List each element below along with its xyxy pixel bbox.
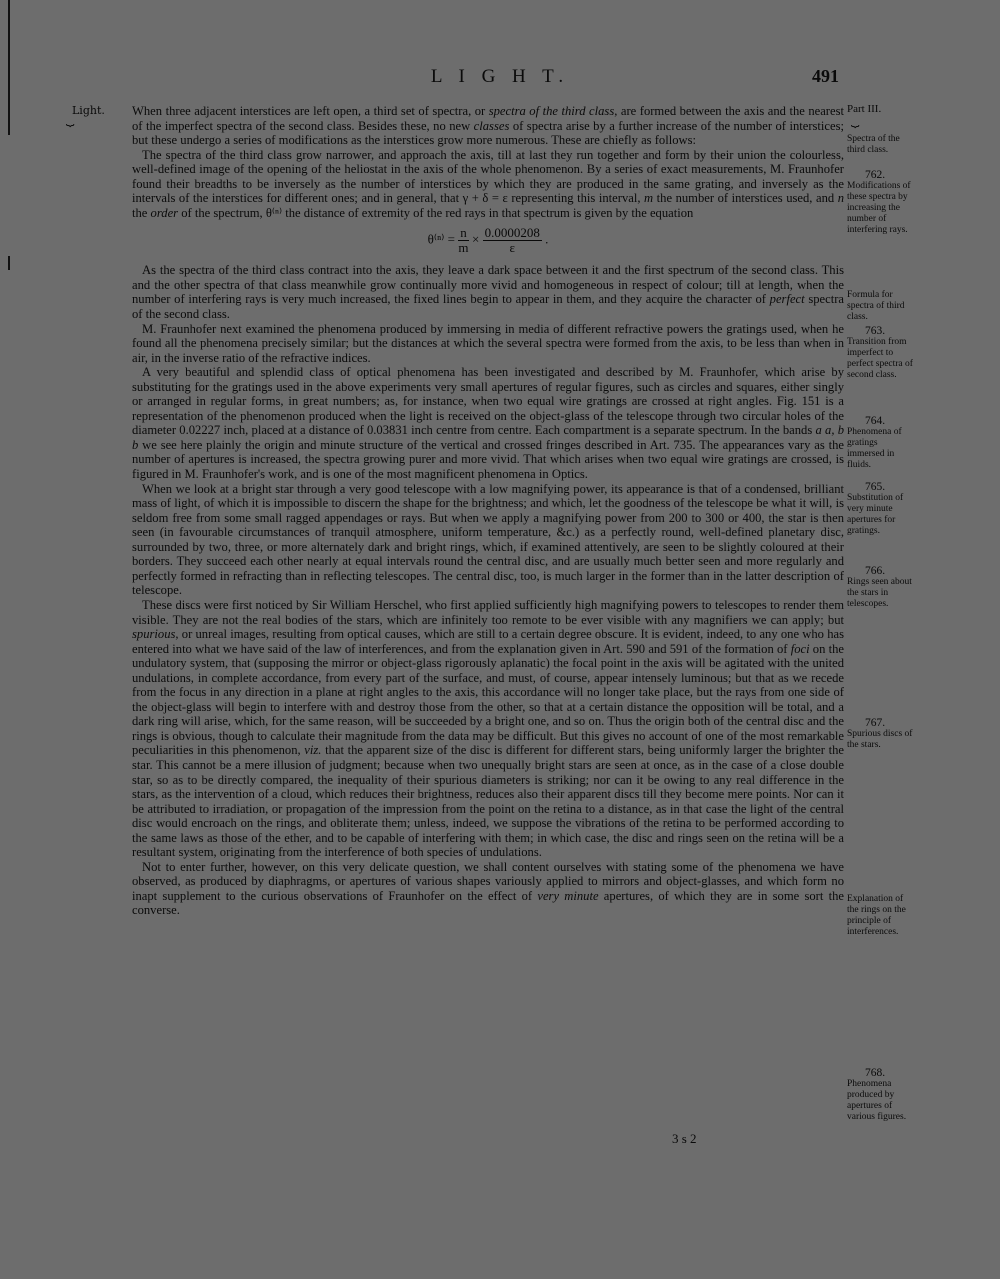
side-note-764: 764. Phenomena of gratings immersed in fluids. bbox=[847, 415, 902, 470]
left-margin-label: Light. bbox=[72, 104, 105, 117]
side-note-767-explanation: Explanation of the rings on the principle of interferences. bbox=[847, 894, 906, 937]
side-note-767: 767. Spurious discs of the stars. bbox=[847, 717, 913, 750]
page-number: 491 bbox=[812, 66, 839, 86]
left-margin bbox=[66, 104, 132, 127]
paragraph-762: The spectra of the third class grow narrower, and approach the axis, till at last they run together and form by their union the colourless, well-defined image of the opening of the heliostat in the axis of the whole phenomenon. By a series of exact measurements, M. Fraunhofer found their breadths to be inversely as the number of interstices by which they are produced in the same grating, and inversely as the intervals of the interstices for different ones; and in general, that γ + δ = ε representing this interval, m the number of interstices used, and n the order of the spectrum, θ⁽ⁿ⁾ the distance of extremity of the red rays in that spectrum is given by the equation bbox=[132, 147, 845, 220]
brace-right-ornament: ⏟ bbox=[851, 113, 860, 128]
paragraph-765: A very beautiful and splendid class of optical phenomena has been investigated and described by M. Fraunhofer, which arise by substituting for the gratings used in the above experiments very small apertures of regular figures, such as circles and squares, either singly or arranged in regular forms, in great numbers; as, for instance, when two equal wire gratings are crossed at right angles. Fig. 151 is a representation of the phenomenon produced when the light is received on the object-glass of the telescope through two circular holes of the diameter 0.02227 inch, placed at a distance of 0.03831 inch centre from centre. Each compartment is a separate spectrum. In the bands a a, b b we see here plainly the origin and minute structure of the vertical and crossed fringes described in Art. 735. The appearances vary as the number of apertures is increased, the spectra growing purer and more vivid. That which arises when two equal wire gratings are crossed, is figured in M. Fraunhofer's work, and is one of the most magnificent phenomena in Optics. bbox=[132, 365, 844, 482]
body-text bbox=[132, 104, 844, 918]
running-head-title: L I G H T. bbox=[430, 66, 570, 87]
right-margin-label: Part III. bbox=[847, 103, 882, 115]
side-note-761: Spectra of the third class. bbox=[847, 134, 900, 155]
paragraph-767: These discs were first noticed by Sir William Herschel, who first applied sufficiently high magnifying powers to telescopes to render them visible. They are not the real bodies of the stars, which are infinitely too remote to be ever visible with any magnifiers we can apply; but spurious, or unreal images, resulting from optical causes, which are still to a certain degree obscure. It is evident, indeed, to any one who has entered into what we have said of the law of interferences, and from the explanation given in Art. 590 and 591 of the formation of foci on the undulatory system, that (supposing the mirror or object-glass rigorously aplanatic) the focal point in the axis will be agitated with the united undulations, in complete accordance, from every part of the surface, and must, of course, appear intensely luminous; but that as we recede from the focus in any direction in a plane at right angles to the axis, this accordance will no longer take place, but the rays from one side of the object-glass will begin to interfere with and destroy those from the other, so that at a certain distance the opposition will be total, and a dark ring will arise, which, for the same reason, will be succeeded by a bright one, and so on. Thus the origin both of the central disc and the rings is obvious, though to calculate their magnitude from the data may be difficult. But this gives no account of one of the most remarkable peculiarities in this phenomenon, viz. that the apparent size of the disc is different for different stars, being uniformly larger the brighter the star. This cannot be a mere illusion of judgment; because when two unequally bright stars are seen at once, as in the case of a close double star, so as to be directly compared, the inequality of their spurious diameters is striking; nor can it be owing to any real difference in the stars, as the intervention of a cloud, which reduces their brightness, reduces also their apparent discs till they become mere points. Nor can it be attributed to irradiation, or propagation of the impression from the point on the retina to a distance, as in that case the light of the central disc would encroach on the rings, and obliterate them; unless, indeed, we suppose the vibrations of the retina to be performed according to the same laws as those of the ether, and to be capable of interfering with them; in which case, the disc and rings seen on the retina will be a resultant system, originating from the interference of both species of undulations. bbox=[132, 597, 844, 860]
side-note-762-formula: Formula for spectra of third class. bbox=[847, 290, 905, 322]
paragraph-764: M. Fraunhofer next examined the phenomena produced by immersing in media of different refractive powers the gratings used, when he found all the phenomena precisely similar; but the distances at which the several spectra were formed from the axis, to be less than when in air, in the inverse ratio of the refractive indices. bbox=[132, 321, 844, 365]
side-note-766: 766. Rings seen about the stars in telescopes. bbox=[847, 565, 912, 609]
page-edge-mark bbox=[8, 256, 10, 270]
paragraph-763: As the spectra of the third class contract into the axis, they leave a dark space between it and the first spectrum of the second class. This and the other spectra of that class meanwhile grow continually more vivid and homogeneous in respect of colour; till at length, when the number of interfering rays is very much increased, the fixed lines begin to appear in them, and they acquire the character of perfect spectra of the second class. bbox=[132, 263, 844, 322]
paragraph-768: Not to enter further, however, on this very delicate question, we shall content ourselves with stating some of the phenomena we have observed, as produced by diaphragms, or apertures of various shapes variously applied to mirrors and object-glasses, and which form no inapt supplement to the curious observations of Fraunhofer on the effect of very minute apertures, of which they are in some sort the converse. bbox=[132, 859, 844, 918]
equation-third-class-spectra: θ⁽ⁿ⁾ = $\frac{n}{m}$ × $\frac{0.0000208}{\varepsilon}$ . bbox=[427, 225, 549, 256]
paragraph-761: When three adjacent interstices are left open, a third set of spectra, or spectra of the third class, are formed between the axis and the nearest of the imperfect spectra of the second class. Besides these, no new classes of spectra arise by a further increase of the number of interstices; but these undergo a series of modifications as the interstices grow more numerous. These are chiefly as follows: bbox=[132, 104, 844, 148]
paragraph-766: When we look at a bright star through a very good telescope with a low magnifying power, its appearance is that of a condensed, brilliant mass of light, of which it is impossible to discern the shape for the brightness; and which, let the goodness of the telescope be what it will, is seldom free from some small ragged appendages or rays. But when we apply a magnifying power from 200 to 300 or 400, the star is then seen (in favourable circumstances of tranquil atmosphere, uniform temperature, &c.) as a perfectly round, well-defined planetary disc, surrounded by two, three, or more alternately dark and bright rings, which, if examined attentively, are seen to be slightly coloured at their borders. They succeed each other nearly at equal intervals round the central disc, and are usually much better seen and more regularly and perfectly formed in refracting than in reflecting telescopes. The central disc, too, is much larger in the former than in the latter description of telescope. bbox=[132, 481, 844, 598]
side-note-762: 762. Modifications of these spectra by increasing the number of interfering rays. bbox=[847, 169, 911, 235]
side-note-768: 768. Phenomena produced by apertures of various figures. bbox=[847, 1067, 907, 1122]
signature-mark: 3 s 2 bbox=[672, 1131, 697, 1146]
side-note-763: 763. Transition from imperfect to perfect spectra of second class. bbox=[847, 325, 913, 380]
side-note-765: 765. Substitution of very minute apertures for gratings. bbox=[847, 481, 904, 536]
brace-left-ornament: ⏟ bbox=[66, 111, 75, 127]
